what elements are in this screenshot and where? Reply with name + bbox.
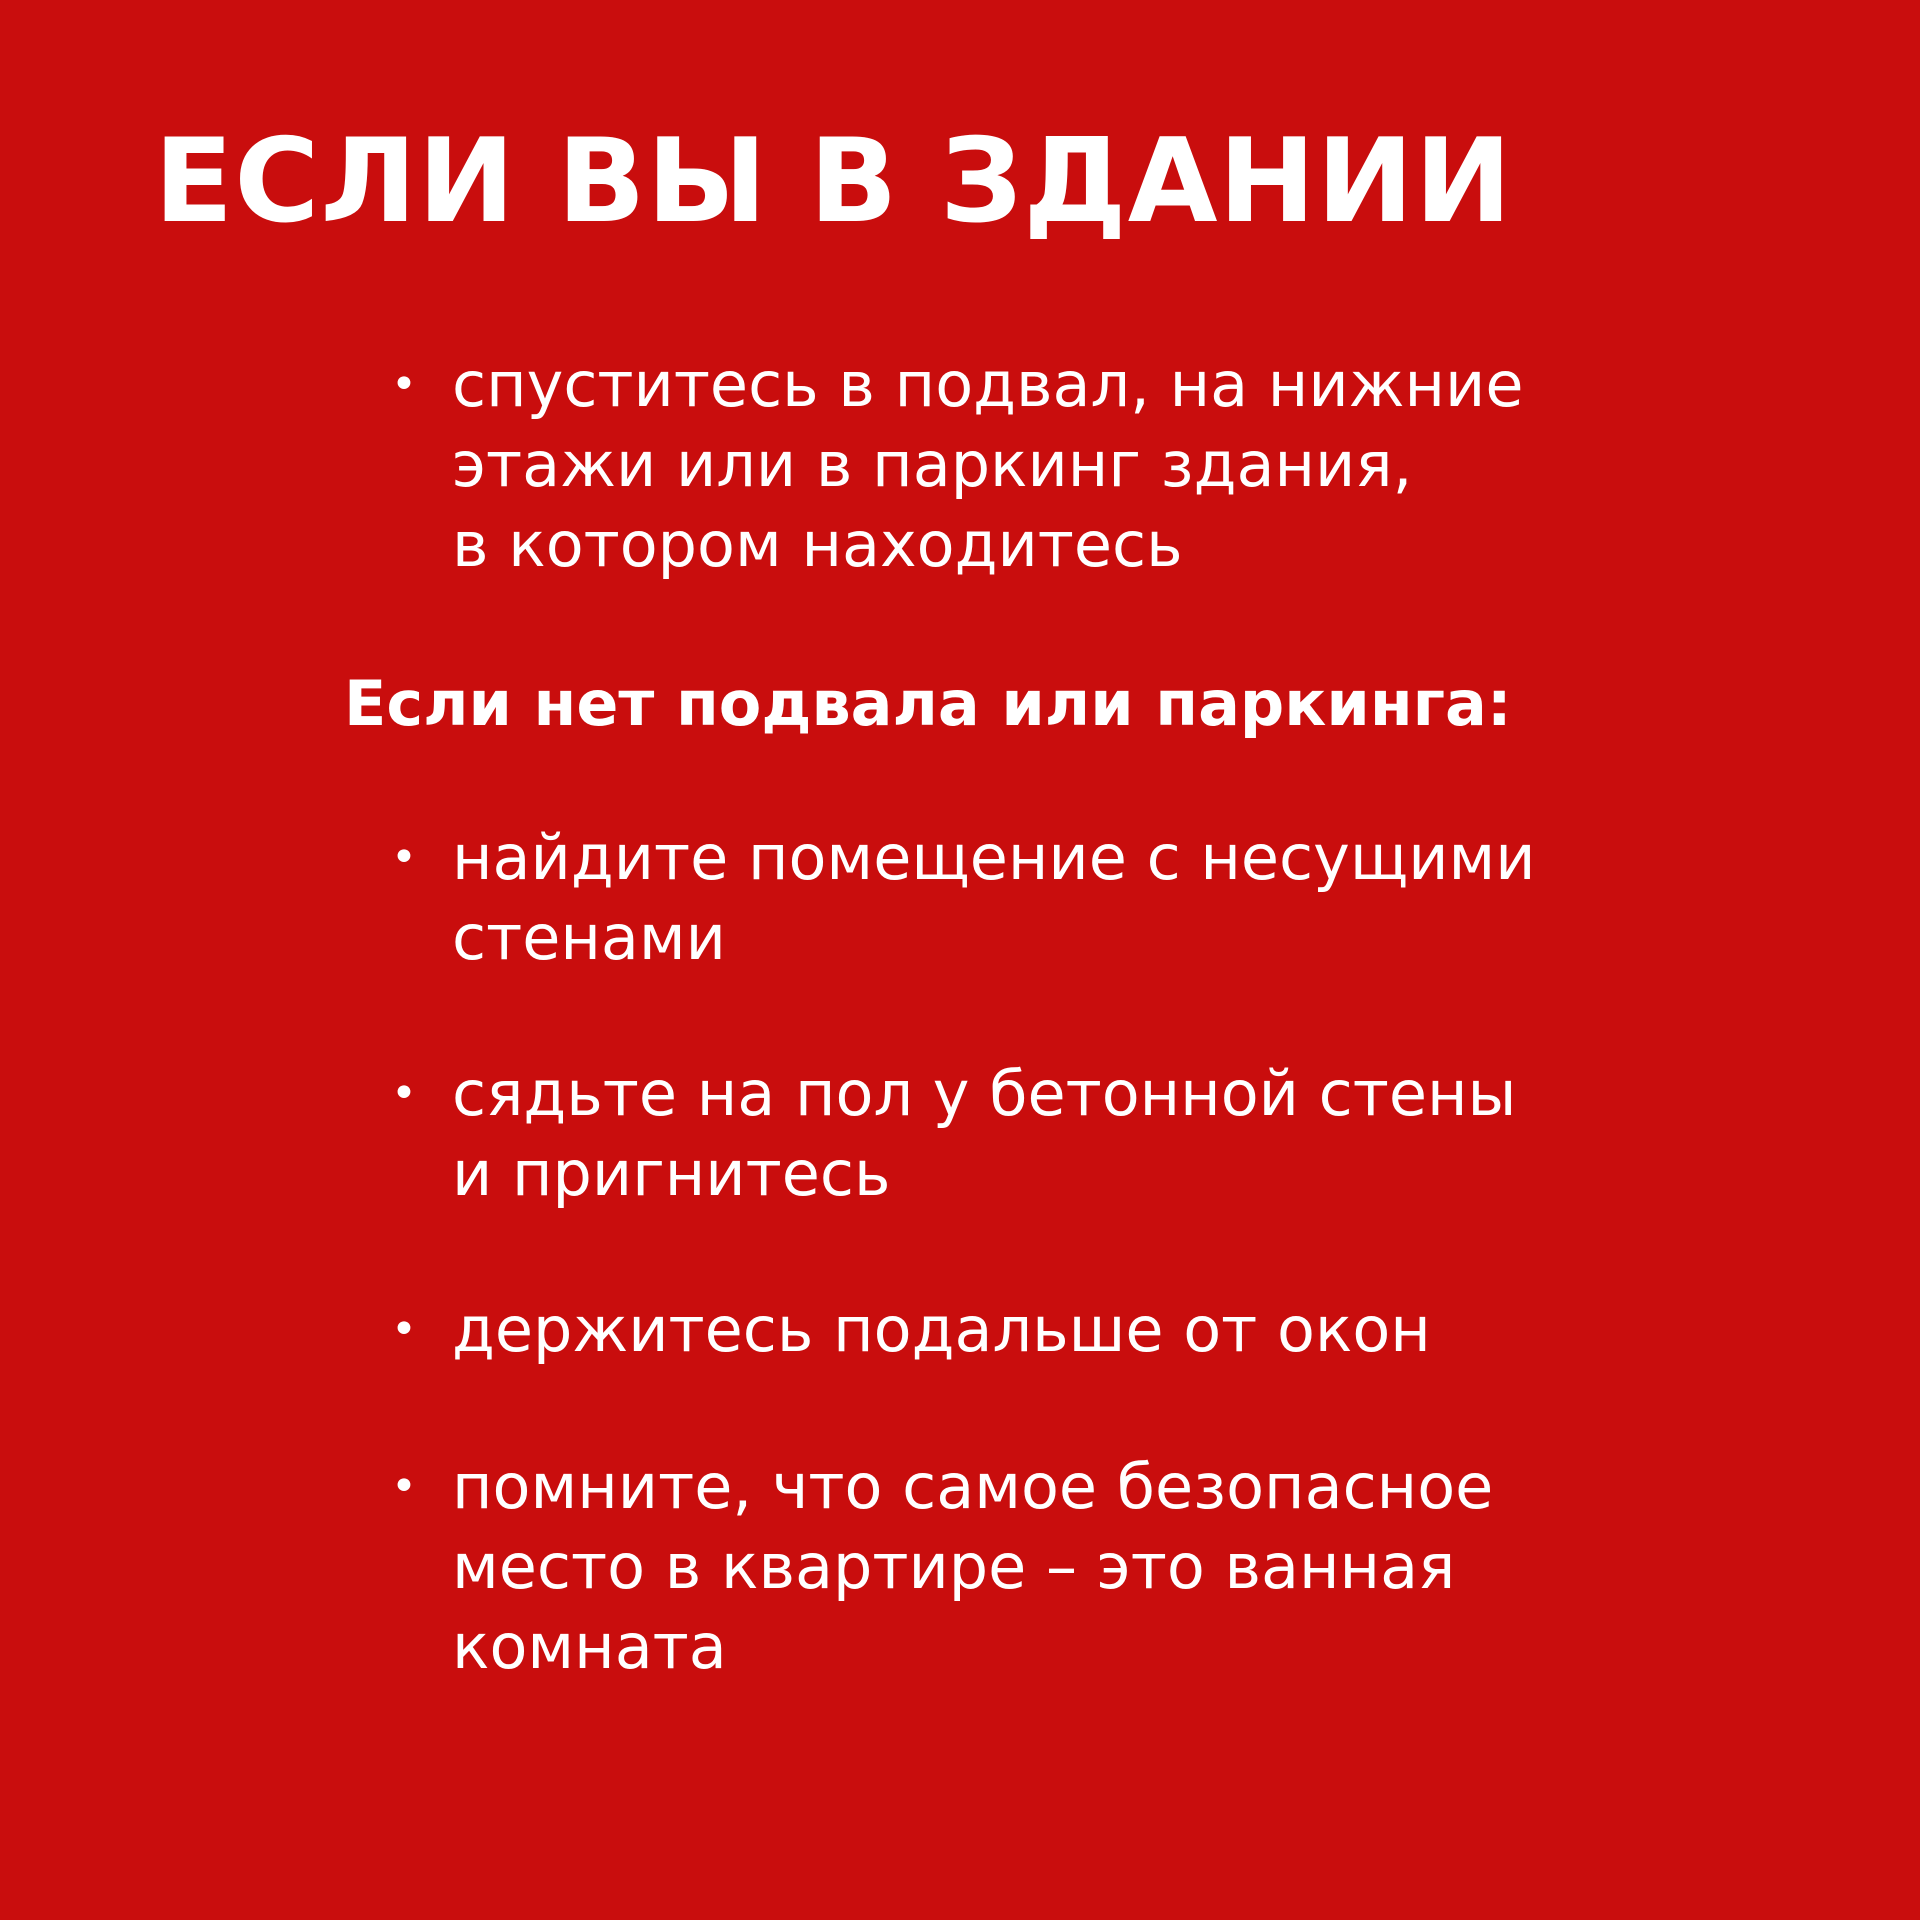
list-item-load-bearing-walls [384, 818, 1644, 978]
bullet-icon: • [391, 1304, 417, 1355]
list-item-bathroom [384, 1447, 1644, 1687]
list-item-text: держитесь подальше от окон [452, 1293, 1431, 1366]
list-item-away-from-windows [384, 1290, 1644, 1370]
list-item-text: сядьте на пол у бетонной стены и пригнитесь [452, 1057, 1517, 1210]
bullet-icon: • [391, 832, 417, 883]
bullet-icon: • [391, 1068, 417, 1119]
page-title: ЕСЛИ ВЫ В ЗДАНИИ [154, 114, 1513, 249]
list-item-text: помните, что самое безопасное место в квартире – это ванная комната [452, 1450, 1494, 1683]
list-item-basement [384, 345, 1644, 585]
list-item-text: найдите помещение с несущими стенами [452, 821, 1536, 974]
section-subheading: Если нет подвала или паркинга: [344, 667, 1512, 740]
bullet-icon: • [391, 1461, 417, 1512]
bullet-icon: • [391, 359, 417, 410]
list-item-text: спуститесь в подвал, на нижние этажи или в паркинг здания, в котором находитесь [452, 348, 1524, 581]
list-item-sit-on-floor [384, 1054, 1644, 1214]
